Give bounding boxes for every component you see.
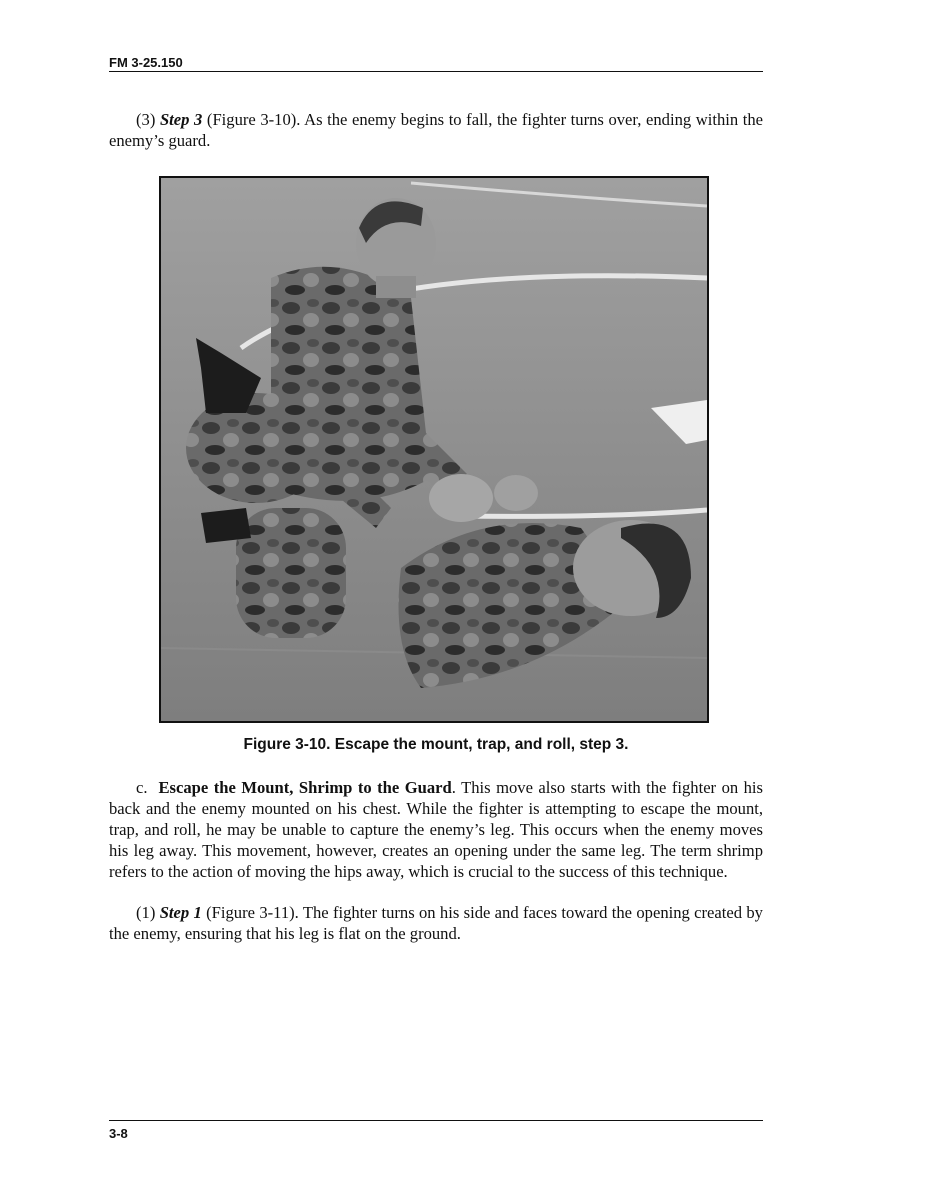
paragraph-label: (3) [136,110,156,129]
paragraph-text: (Figure 3-10). As the enemy begins to fall, the fighter turns over, ending within the enemy’s guard. [109,110,763,150]
figure-photo [159,176,709,723]
paragraph-step-1 [109,902,763,944]
photo-illustration [161,178,707,721]
paragraph-step-3 [109,109,763,151]
paragraph-label: (1) [136,903,156,922]
step-label: Step 3 [159,110,203,129]
step-label: Step 1 [159,903,202,922]
paragraph-escape-mount [109,777,763,882]
page-number: 3-8 [109,1126,128,1141]
footer-rule [109,1120,763,1121]
paragraph-text: . This move also starts with the fighter on his back and the enemy mounted on his chest. While the fighter is attempting to escape the mount, trap, and roll, he may be unable to capture the enemy’s leg. This occurs when the enemy moves his leg away. This movement, however, creates an opening under the same leg. The term shrimp refers to the action of moving the hips away, which is crucial to the success of this technique. [109,778,763,881]
running-header [109,54,763,72]
manual-id: FM 3-25.150 [109,55,183,70]
paragraph-text: (Figure 3-11). The fighter turns on his side and faces toward the opening created by the enemy, ensuring that his leg is flat on the ground. [109,903,763,943]
section-title: Escape the Mount, Shrimp to the Guard [158,778,452,797]
paragraph-label: c. [136,778,148,797]
figure-caption: Figure 3-10. Escape the mount, trap, and roll, step 3. [243,736,629,753]
